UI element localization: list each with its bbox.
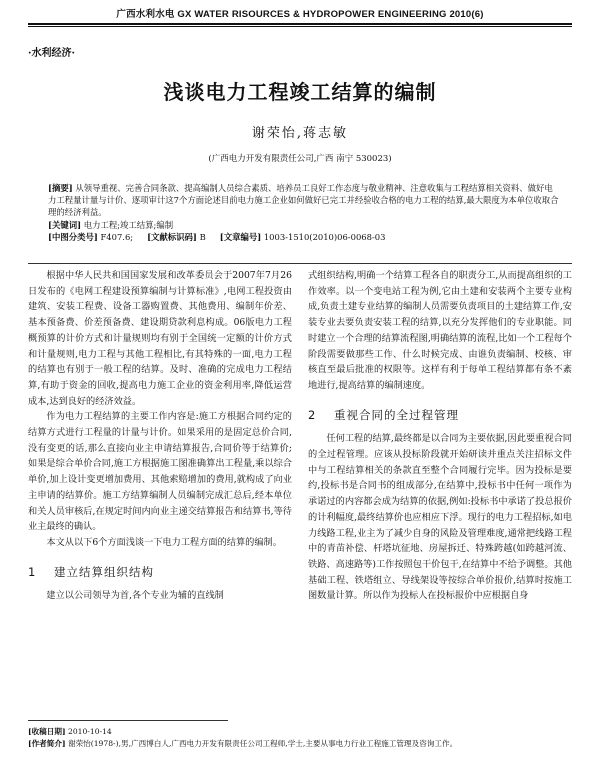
paragraph: 式组织结构,明确一个结算工程各自的职责分工,从而提高组织的工作效率。以一个变电站工程为例,它由土建和安装两个主要专业构成,负责土建专业结算的编制人员需要负责项目的土建结算工作,安装专业去要负责安装工程的结算,以充分发挥他们的专业职能。同时建立一个合理的结算流程图,明确结算的流程,比如一个工程每个阶段需要做那些工作、什么时候完成、由谁负责编制、校核、审核直至最后批准的权限等。这样有利于每单工程结算都有条不紊地进行,提高结算的编制速度。 (308, 270, 572, 391)
received-date (28, 726, 572, 738)
running-header: 广西水利水电 GX WATER RISOURCES & HYDROPOWER ENGINEERING 2010(6) (28, 6, 572, 25)
section-number: 1 (28, 564, 37, 579)
section-number: 2 (308, 407, 317, 422)
abstract-block (48, 182, 560, 243)
header-rule (28, 26, 572, 27)
clc-value: F407.6; (100, 231, 134, 242)
section-2-heading (308, 408, 572, 424)
affiliation: (广西电力开发有限责任公司,广西 南宁 530023) (208, 154, 392, 164)
section-tag: ·水利经济· (28, 48, 75, 59)
paragraph: 任何工程的结算,最终都是以合同为主要依据,因此要重视合同的全过程管理。应该从投标阶段就开始研读并重点关注招标文件中与工程结算相关的条款直至整个合同履行完毕。因为投标是要约,投标书是合同书的组成部分,在结算中,投标书中任何一项作为承诺过的内容都会成为结算的依据,例如:投标书中承诺了投总报价的计利幅度,最终结算价也应相应下浮。现行的电力工程招标,如电力线路工程,业主为了减少自身的风险及管理难度,通常把线路工程中的青苗补偿、杆塔坑征地、房屋拆迁、特殊跨越(如跨越河流、铁路、高速路等)工作按照包干价包干,在结算中不给予调整。其他基础工程、铁塔组立、导线架设等按综合单价报价,结算时按施工图数量计算。所以作为投标人在投标报价中应根据自身 (308, 433, 572, 602)
abstract (48, 182, 560, 219)
paragraph: 作为电力工程结算的主要工作内容是:施工方根据合同约定的结算方式进行工程量的计量与计价。如果采用的是固定总价合同,没有变更的话,那么直接向业主申请结算报告,合同价等于结算价;如果是综合单价合同,施工方根据施工图准确算出工程量,乘以综合单价,加上设计变更增加费用、其他索赔增加的费用,就构成了向业主申请的结算价。施工方结算编制人员编制完成汇总后,经本单位和关人员审核后,在规定时间内向业主递交结算报告和结算书,等待业主最终的确认。 (28, 411, 292, 533)
author-bio-label: [作者简介] (28, 739, 66, 748)
abstract-label: [摘要] (48, 183, 73, 193)
keywords-label: [关键词] (48, 219, 82, 230)
authors: 谢荣怡,蒋志敏 (251, 126, 349, 141)
section-title: 重视合同的全过程管理 (334, 407, 459, 422)
body-columns (28, 268, 572, 708)
article-number-label: [文章编号] (219, 231, 262, 242)
paragraph: 建立以公司领导为首,各个专业为辅的直线制 (46, 590, 224, 602)
doc-code-label: [文献标识码] (147, 231, 197, 242)
footnotes (28, 726, 572, 750)
author-bio (28, 738, 572, 750)
received-label: [收稿日期] (28, 727, 66, 736)
author-bio-text: 谢荣怡(1978-),男,广西博白人,广西电力开发有限责任公司工程师,学士,主要从事电力行业工程施工管理及咨询工作。 (67, 739, 458, 748)
doc-code-value: B (199, 231, 206, 242)
paragraph: 根据中华人民共和国国家发展和改革委员会于2007年7月26日发布的《电网工程建设预算编制与计算标准》,电网工程投资由建筑、安装工程费、设备工器购置费、其他费用、编制年价差、基本预备费、价差预备费、建设期贷款利息构成。06版电力工程概预算的计价方式和计量规则均有别于全国统一定额的计价方式和计量规则,电力工程与其他工程相比,有其特殊的一面,电力工程的结算也有别于一般工程的结算。及时、准确的完成电力工程结算,有助于资金的回收,提高电力施工企业的资金利用率,降低运营成本,达到良好的经济效益。 (28, 270, 292, 407)
section-title: 建立结算组织结构 (54, 564, 154, 579)
right-column (308, 268, 572, 604)
keywords-text: 电力工程;竣工结算;编制 (83, 219, 174, 230)
received-value: 2010-10-14 (67, 727, 112, 736)
footnote-rule (28, 720, 228, 721)
paper-title: 浅谈电力工程竣工结算的编制 (163, 80, 437, 104)
divider (28, 263, 572, 264)
left-column (28, 268, 292, 604)
keywords (48, 219, 560, 231)
paragraph: 本文从以下6个方面浅谈一下电力工程方面的结算的编制。 (46, 536, 282, 548)
clc-label: [中图分类号] (48, 231, 98, 242)
article-number-value: 1003-1510(2010)06-0068-03 (263, 231, 386, 242)
classification-row (48, 231, 560, 243)
abstract-text: 从领导重视、完善合同条款、提高编制人员综合素质、培养员工良好工作态度与敬业精神、注意收集与工程结算相关资料、做好电力工程量计量与计价、逐项审计这7个方面论述目前电力施工企业如何做好已完工并经验收合格的电力工程的结算,最大限度为本单位收取合理的经济利益。 (48, 183, 559, 218)
section-1-heading (28, 565, 292, 581)
